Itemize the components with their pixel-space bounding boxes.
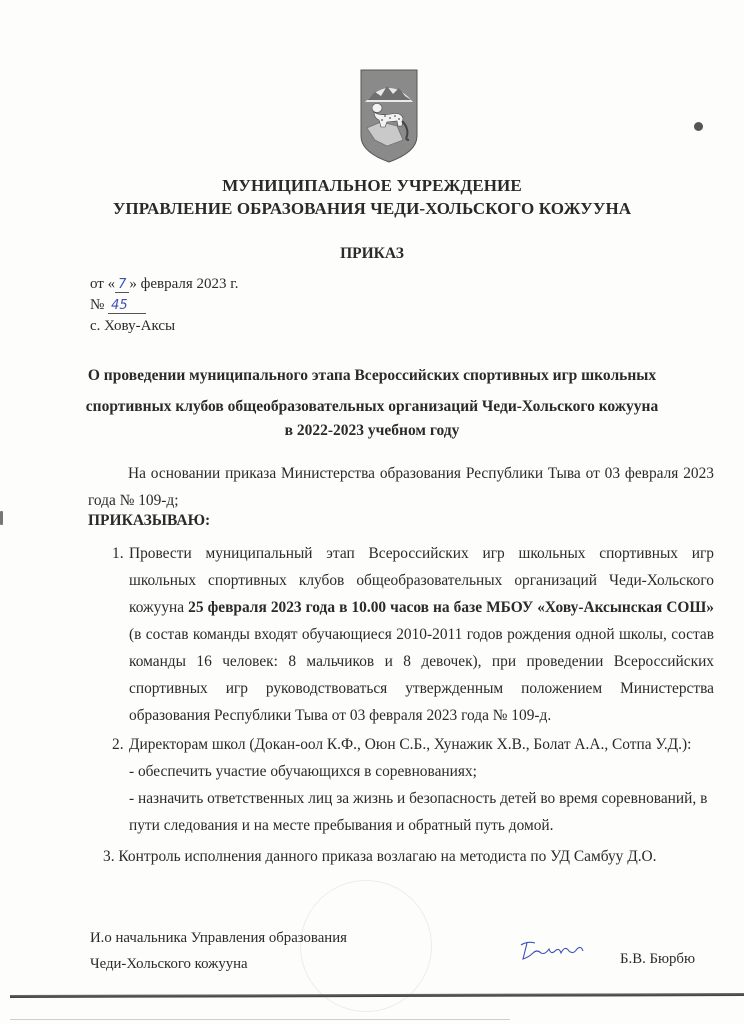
subject-line-3: в 2022-2023 учебном году	[284, 422, 460, 439]
signatory-position	[90, 925, 347, 977]
item-2-text: Директорам школ (Докан-оол К.Ф., Оюн С.Б., Хунажик Х.В., Болат А.А., Сотпа У.Д.):	[129, 736, 692, 753]
position-line-2: Чеди-Хольского кожууна	[90, 956, 248, 972]
institution-line-2: УПРАВЛЕНИЕ ОБРАЗОВАНИЯ ЧЕДИ-ХОЛЬСКОГО КОЖУУНА	[112, 199, 632, 218]
item-1-text-b: (в состав команды входят обучающиеся 2010-2011 годов рождения одной школы, состав команды 16 человек: 8 мальчиков и 8 девочек), при проведении Всероссийских спортивных игр руководствоваться утвержденным положением Министерства образования Республики Тыва от 03 февраля 2023 года № 109-д.	[129, 626, 714, 724]
subject-line-1: О проведении муниципального этапа Всероссийских спортивных игр школьных	[87, 367, 657, 384]
item-1-text-bold: 25 февраля 2023 года в 10.00 часов на базе МБОУ «Хову-Аксынская СОШ»	[188, 599, 715, 616]
number-sign: №	[90, 297, 105, 313]
signatory-name: Б.В. Бюрбю	[620, 951, 695, 967]
handwritten-day: 7	[115, 278, 129, 293]
order-item-3	[103, 848, 657, 866]
scan-edge-mark	[0, 511, 3, 525]
order-number	[90, 295, 146, 316]
order-date	[90, 274, 239, 295]
item-2-sub-2: - назначить ответственных лиц за жизнь и безопасность детей во время соревнований, в пути следования и на месте пребывания и обратный путь домой.	[129, 790, 708, 834]
scan-speck	[694, 122, 703, 131]
position-line-1: И.о начальника Управления образования	[90, 930, 347, 946]
item-2-sub-1: - обеспечить участие обучающихся в соревнованиях;	[129, 763, 477, 780]
date-suffix: » февраля 2023 г.	[129, 276, 239, 292]
date-prefix: от «	[90, 276, 116, 292]
handwritten-signature	[515, 935, 590, 965]
basis-paragraph: На основании приказа Министерства образования Республики Тыва от 03 февраля 2023 года № 109-д;	[88, 465, 714, 509]
subject-line-2: спортивных клубов общеобразовательных организаций Чеди-Хольского кожууна	[85, 398, 659, 415]
bottom-thin-rule	[10, 1019, 510, 1020]
item-number: 1.	[112, 545, 124, 562]
item-number: 2.	[112, 736, 124, 753]
item-3-text: Контроль исполнения данного приказа возлагаю на методиста по УД Самбуу Д.О.	[118, 848, 657, 865]
coat-of-arms-emblem	[357, 66, 421, 164]
item-number: 3.	[103, 848, 115, 865]
order-item-2	[88, 731, 714, 839]
order-item-1	[88, 540, 714, 729]
order-items	[88, 540, 714, 839]
institution-line-1: МУНИЦИПАЛЬНОЕ УЧРЕЖДЕНИЕ	[222, 176, 522, 195]
place: с. Хову-Аксы	[90, 318, 176, 334]
order-word: ПРИКАЗЫВАЮ:	[88, 512, 211, 529]
item-1-text-a: Провести муниципальный этап Всероссийских игр школьных спортивных игр школьных спортивных клубов общеобразовательных организаций Чеди-Хольского кожууна	[129, 545, 714, 616]
handwritten-number: 45	[108, 299, 146, 314]
document-type-title: ПРИКАЗ	[340, 245, 404, 262]
